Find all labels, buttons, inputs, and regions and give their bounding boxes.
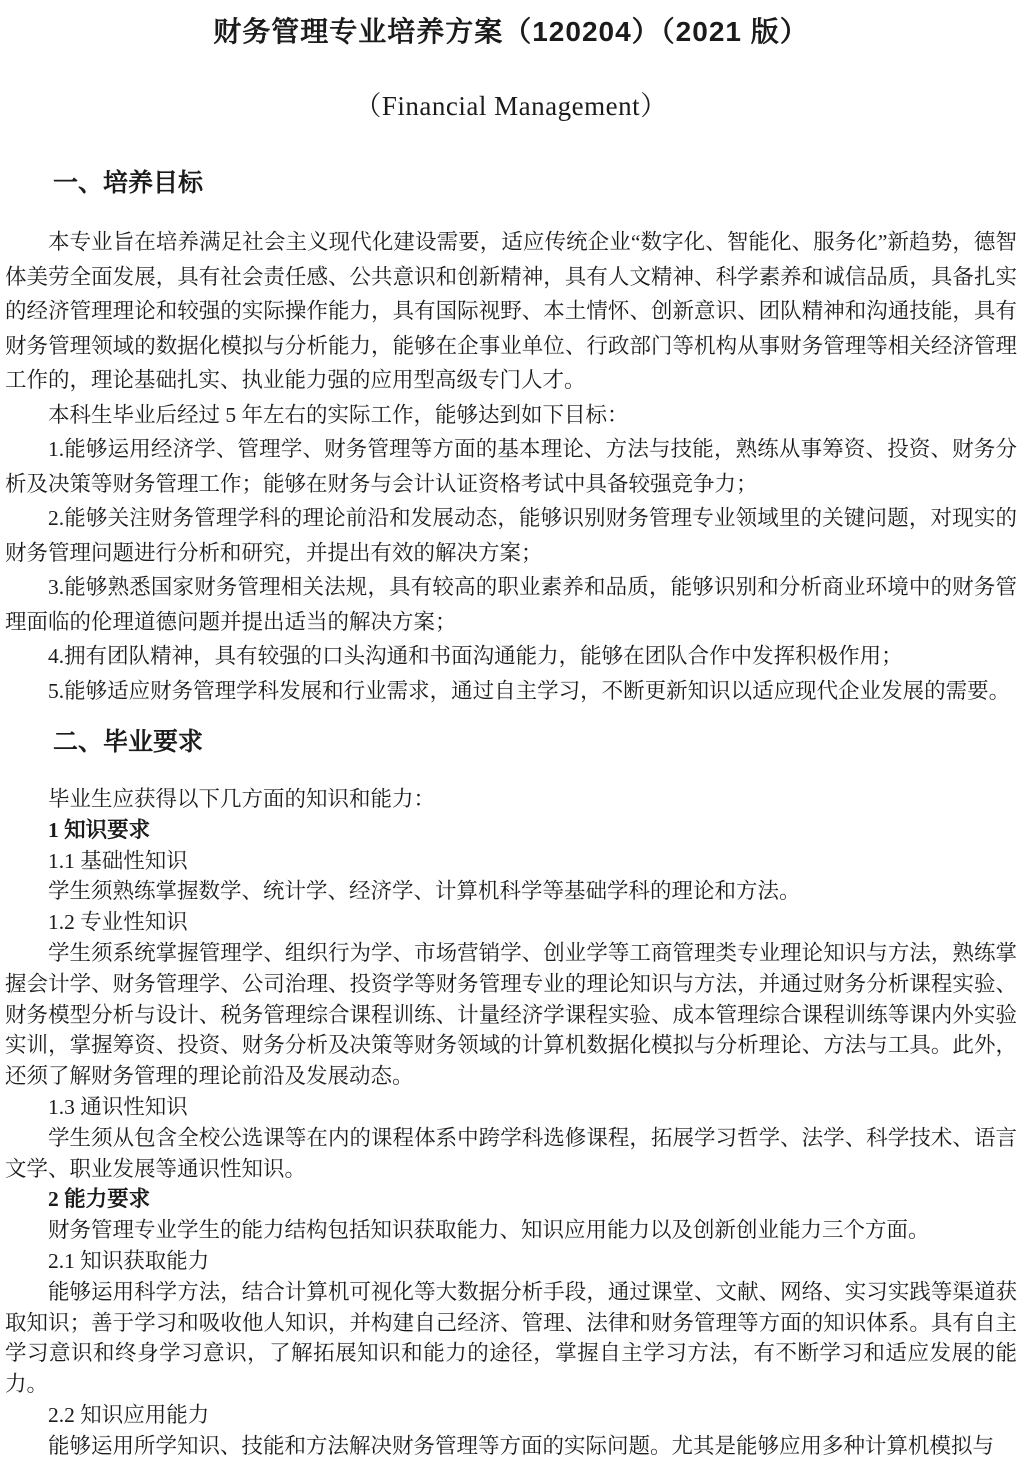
document-title: 财务管理专业培养方案（120204）（2021 版） (213, 16, 809, 47)
ability-requirements-intro: 财务管理专业学生的能力结构包括知识获取能力、知识应用能力以及创新创业能力三个方面。 (48, 1218, 930, 1243)
objectives-overview-paragraph: 本专业旨在培养满足社会主义现代化建设需要，适应传统企业“数字化、智能化、服务化”新趋势，德智体美劳全面发展，具有社会责任感、公共意识和创新精神，具有人文精神、科学素养和诚信品质，具备扎实的经济管理理论和较强的实际操作能力，具有国际视野、本土情怀、创新意识、团队精神和沟通技能，具有财务管理领域的数据化模拟与分析能力，能够在企事业单位、行政部门等机构从事财务管理等相关经济管理工作的，理论基础扎实、执业能力强的应用型高级专门人才。 (5, 230, 1017, 392)
objectives-goal-4: 4.拥有团队精神，具有较强的口头沟通和书面沟通能力，能够在团队合作中发挥积极作用； (48, 644, 903, 668)
knowledge-application-text: 能够运用所学知识、技能和方法解决财务管理等方面的实际问题。尤其是能够应用多种计算机模拟与 (48, 1433, 995, 1458)
objectives-goal-5: 5.能够适应财务管理学科发展和行业需求，通过自主学习，不断更新知识以适应现代企业发展的需要。 (48, 678, 1011, 703)
knowledge-requirements-label: 1 知识要求 (48, 817, 151, 842)
subsection-heading-knowledge-application: 2.2 知识应用能力 (48, 1402, 210, 1427)
section-training-objectives-body (5, 225, 1017, 708)
ability-requirements-label: 2 能力要求 (48, 1187, 151, 1212)
subsection-heading-professional-knowledge: 1.2 专业性知识 (48, 910, 188, 935)
subsection-heading-knowledge-acquisition: 2.1 知识获取能力 (48, 1248, 210, 1273)
objectives-goal-1: 1.能够运用经济学、管理学、财务管理等方面的基本理论、方法与技能，熟练从事筹资、投资、财务分析及决策等财务管理工作；能够在财务与会计认证资格考试中具备较强竞争力； (5, 437, 1017, 496)
section-heading-training-objectives: 一、培养目标 (53, 169, 204, 197)
knowledge-acquisition-text: 能够运用科学方法，结合计算机可视化等大数据分析手段，通过课堂、文献、网络、实习实践等渠道获取知识；善于学习和吸收他人知识，并构建自己经济、管理、法律和财务管理等方面的知识体系。具有自主学习意识和终身学习意识，了解拓展知识和能力的途径，掌握自主学习方法，有不断学习和适应发展的能力。 (5, 1279, 1017, 1397)
section-graduation-requirements-body (5, 784, 1017, 1462)
objectives-goal-2: 2.能够关注财务管理学科的理论前沿和发展动态，能够识别财务管理专业领域里的关键问题，对现实的财务管理问题进行分析和研究，并提出有效的解决方案； (5, 506, 1017, 565)
requirements-intro: 毕业生应获得以下几方面的知识和能力： (48, 787, 436, 811)
basic-knowledge-text: 学生须熟练掌握数学、统计学、经济学、计算机科学等基础学科的理论和方法。 (48, 879, 801, 904)
subsection-heading-basic-knowledge: 1.1 基础性知识 (48, 848, 188, 873)
subsection-heading-general-knowledge: 1.3 通识性知识 (48, 1094, 188, 1119)
section-heading-graduation-requirements: 二、毕业要求 (53, 728, 204, 756)
general-knowledge-text: 学生须从包含全校公选课等在内的课程体系中跨学科选修课程，拓展学习哲学、法学、科学技术、语言文学、职业发展等通识性知识。 (5, 1125, 1017, 1181)
document-subtitle-english: （Financial Management） (354, 91, 668, 121)
objectives-goal-3: 3.能够熟悉国家财务管理相关法规，具有较高的职业素养和品质，能够识别和分析商业环境中的财务管理面临的伦理道德问题并提出适当的解决方案； (5, 575, 1017, 634)
professional-knowledge-text: 学生须系统掌握管理学、组织行为学、市场营销学、创业学等工商管理类专业理论知识与方法，熟练掌握会计学、财务管理学、公司治理、投资学等财务管理专业的理论知识与方法，并通过财务分析课程实验、财务模型分析与设计、税务管理综合课程训练、计量经济学课程实验、成本管理综合课程训练等课内外实验实训，掌握筹资、投资、财务分析及决策等财务领域的计算机数据化模拟与分析理论、方法与工具。此外，还须了解财务管理的理论前沿及发展动态。 (5, 940, 1017, 1089)
objectives-goals-lead-in: 本科生毕业后经过 5 年左右的实际工作，能够达到如下目标： (48, 402, 629, 427)
